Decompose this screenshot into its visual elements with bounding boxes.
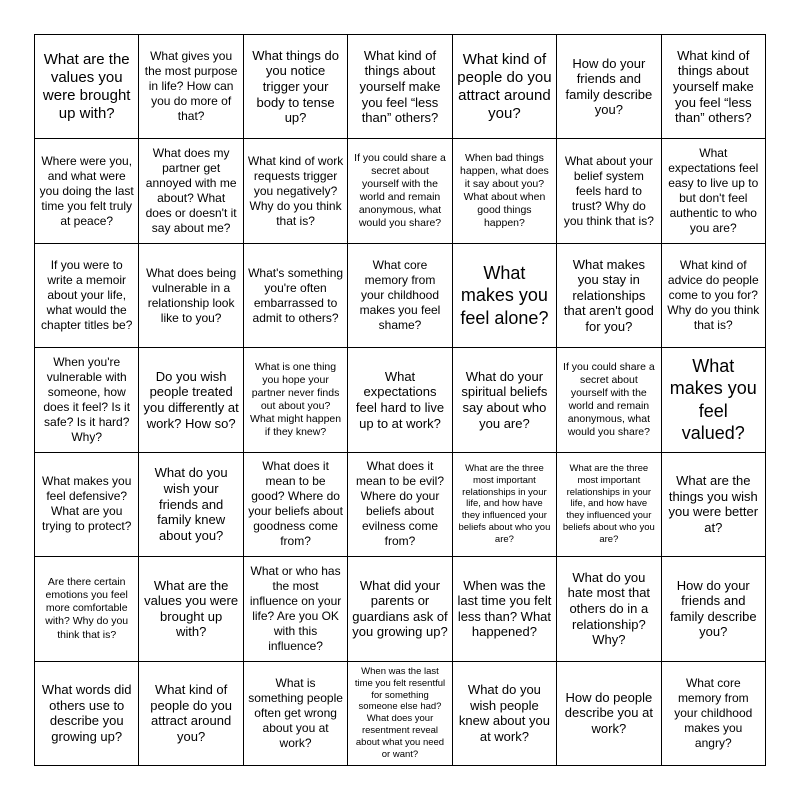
bingo-cell[interactable] [35,662,139,766]
bingo-cell[interactable] [139,453,243,557]
bingo-cell[interactable] [557,139,661,243]
bingo-cell[interactable] [244,348,348,452]
bingo-cell-question: How do your friends and family describe you? [565,55,653,118]
bingo-cell[interactable] [557,557,661,661]
bingo-cell-question: What is one thing you hope your partner never finds out about you? What might happen if they knew? [250,360,342,439]
bingo-cell-question: What do you wish people knew about you at work? [458,682,550,744]
bingo-cell-question: What makes you feel defensive? What are you trying to protect? [42,474,132,534]
bingo-cell-question: Do you wish people treated you differently at work? How so? [143,368,239,431]
bingo-cell-question: What kind of people do you attract around you? [457,50,552,122]
bingo-cell[interactable] [662,453,766,557]
bingo-cell[interactable] [557,662,661,766]
bingo-cell-question: What makes you feel alone? [460,262,549,328]
bingo-cell[interactable] [453,662,557,766]
bingo-cell-question: What expectations feel easy to live up to but don't feel authentic to who you are? [668,146,759,236]
bingo-cell[interactable] [348,35,452,139]
bingo-cell[interactable] [35,244,139,348]
bingo-cell-question: What or who has the most influence on your life? Are you OK with this influence? [249,563,342,653]
bingo-card-grid [34,34,766,766]
bingo-cell[interactable] [662,139,766,243]
bingo-cell[interactable] [244,244,348,348]
bingo-cell[interactable] [139,662,243,766]
bingo-cell[interactable] [244,662,348,766]
bingo-cell[interactable] [662,662,766,766]
bingo-cell[interactable] [453,348,557,452]
bingo-cell-question: What things do you notice trigger your body to tense up? [252,47,339,126]
bingo-cell[interactable] [348,139,452,243]
bingo-cell[interactable] [348,557,452,661]
bingo-cell-question: What are the things you wish you were better at? [668,473,759,536]
bingo-cell-question: What kind of work requests trigger you negatively? Why do you think that is? [247,153,344,228]
bingo-cell-question: What kind of people do you attract around you? [150,682,232,744]
bingo-cell[interactable] [662,35,766,139]
bingo-cell[interactable] [453,557,557,661]
bingo-cell[interactable] [453,453,557,557]
bingo-cell[interactable] [139,557,243,661]
bingo-cell[interactable] [557,453,661,557]
bingo-cell-question: What do you hate most that others do in a relationship? Why? [567,569,651,648]
bingo-cell[interactable] [35,139,139,243]
bingo-cell-question: What's something you're often embarrassed to admit to others? [248,265,344,325]
bingo-cell-question: What makes you feel valued? [669,355,757,444]
bingo-cell-question: What makes you stay in relationships that aren't good for you? [563,256,654,334]
bingo-cell-question: What does being vulnerable in a relationship look like to you? [146,265,237,325]
bingo-cell[interactable] [244,557,348,661]
bingo-cell[interactable] [35,348,139,452]
bingo-cell[interactable] [453,244,557,348]
bingo-cell-question: What kind of things about yourself make you feel “less than” others? [672,47,754,126]
bingo-cell[interactable] [244,453,348,557]
bingo-cell[interactable] [557,244,661,348]
bingo-cell[interactable] [348,662,452,766]
bingo-cell-question: What kind of advice do people come to you for? Why do you think that is? [667,258,760,333]
bingo-cell-question: If you could share a secret about yourself with the world and remain anonymous, what would you share? [354,151,446,230]
bingo-cell[interactable] [348,244,452,348]
bingo-cell-question: What expectations feel hard to live up to at work? [355,368,445,431]
bingo-cell-question: What do you wish your friends and family knew about you? [154,465,228,543]
bingo-cell-question: What words did others use to describe you growing up? [41,682,132,744]
bingo-cell-question: What does it mean to be evil? Where do your beliefs about evilness come from? [355,459,445,549]
bingo-cell[interactable] [35,557,139,661]
bingo-cell-question: How do your friends and family describe you? [669,577,757,640]
bingo-cell[interactable] [557,35,661,139]
bingo-cell-question: When was the last time you felt less than? What happened? [457,577,552,640]
bingo-cell-question: What gives you the most purpose in life? How can you do more of that? [144,49,238,124]
bingo-cell[interactable] [139,348,243,452]
bingo-cell-question: What about your belief system feels hard to trust? Why do you think that is? [563,153,654,228]
bingo-cell-question: What kind of things about yourself make you feel “less than” others? [359,47,441,126]
bingo-cell-question: How do people describe you at work? [564,689,653,737]
bingo-cell-question: What core memory from your childhood makes you angry? [674,675,753,750]
bingo-cell-question: When bad things happen, what does it say about you? What about when good things happen? [460,151,549,230]
bingo-cell[interactable] [139,139,243,243]
bingo-cell-question: What are the values you were brought up with? [42,50,131,122]
bingo-cell[interactable] [139,244,243,348]
bingo-cell-question: What do your spiritual beliefs say about who you are? [461,368,548,431]
bingo-cell[interactable] [662,244,766,348]
bingo-cell[interactable] [35,35,139,139]
bingo-cell-question: What are the three most important relationships in your life, and how have they influenced your beliefs about who you are? [562,462,655,546]
bingo-cell-question: If you could share a secret about yourself with the world and remain anonymous, what would you share? [563,360,655,439]
bingo-cell[interactable] [35,453,139,557]
bingo-cell-question: What are the values you were brought up with? [144,577,239,640]
bingo-cell[interactable] [348,453,452,557]
bingo-cell-question: What is something people often get wrong about you at work? [248,675,343,750]
bingo-cell[interactable] [662,557,766,661]
bingo-cell[interactable] [557,348,661,452]
bingo-cell[interactable] [139,35,243,139]
bingo-cell[interactable] [244,35,348,139]
bingo-cell-question: Are there certain emotions you feel more comfortable with? Why do you think that is? [45,576,129,641]
bingo-cell-question: What core memory from your childhood makes you feel shame? [359,258,441,333]
bingo-cell-question: If you were to write a memoir about your life, what would the chapter titles be? [41,258,133,333]
bingo-cell[interactable] [453,139,557,243]
bingo-cell[interactable] [662,348,766,452]
bingo-cell-question: What are the three most important relationships in your life, and how have they influenced your beliefs about who you are? [458,462,551,546]
bingo-cell[interactable] [244,139,348,243]
bingo-cell-question: Where were you, and what were you doing the last time you felt truly at peace? [39,153,134,228]
bingo-cell[interactable] [348,348,452,452]
bingo-cell-question: What does my partner get annoyed with me about? What does or doesn't it say about me? [145,146,237,236]
bingo-cell-question: When was the last time you felt resentful for something someone else had? What does your resentment reveal about what you need or want? [354,665,446,760]
bingo-cell-question: What does it mean to be good? Where do your beliefs about goodness come from? [248,459,343,549]
bingo-cell-question: When you're vulnerable with someone, how does it feel? Is it safe? Is it hard? Why? [43,354,131,444]
bingo-cell-question: What did your parents or guardians ask of you growing up? [352,577,448,640]
bingo-cell[interactable] [453,35,557,139]
